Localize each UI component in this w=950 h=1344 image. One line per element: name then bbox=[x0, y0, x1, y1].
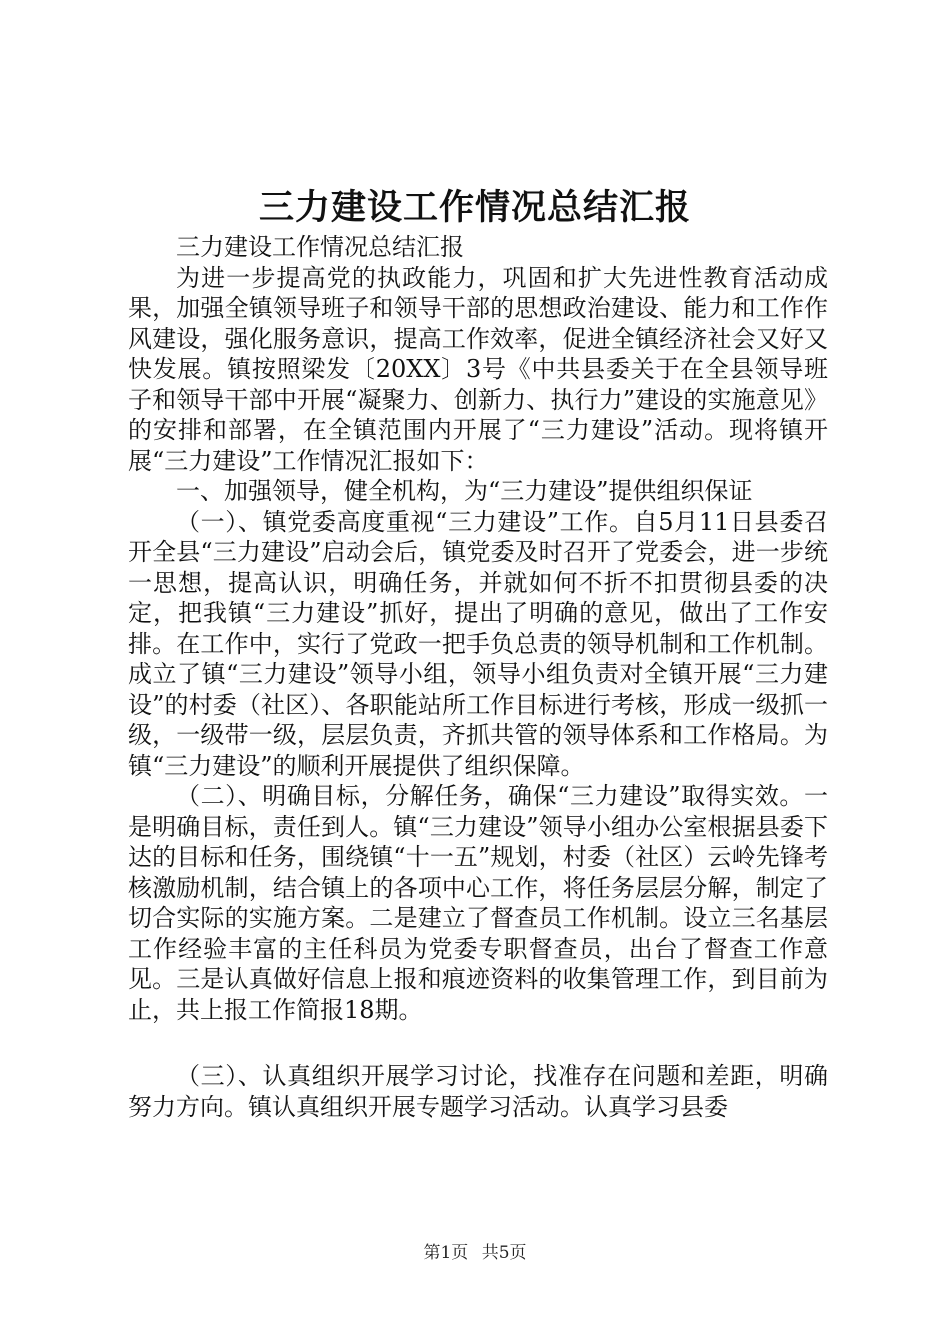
paragraph-item-1: （一）、镇党委高度重视“三力建设”工作。自5月11日县委召开全县“三力建设”启动会后，镇党委及时召开了党委会，进一步统一思想，提高认识，明确任务，并就如何不折不扣贯彻县委的决定，把我镇“三力建设”抓好，提出了明确的意见，做出了工作安排。在工作中，实行了党政一把手负总责的领导机制和工作机制。成立了镇“三力建设”领导小组，领导小组负责对全镇开展“三力建设”的村委（社区）、各职能站所工作目标进行考核，形成一级抓一级，一级带一级，层层负责，齐抓共管的领导体系和工作格局。为镇“三力建设”的顺利开展提供了组织保障。 bbox=[128, 507, 828, 780]
paragraph-item-2: （二）、明确目标，分解任务，确保“三力建设”取得实效。一是明确目标，责任到人。镇“三力建设”领导小组办公室根据县委下达的目标和任务，围绕镇“十一五”规划，村委（社区）云岭先锋考核激励机制，结合镇上的各项中心工作，将任务层层分解，制定了切合实际的实施方案。二是建立了督查员工作机制。设立三名基层工作经验丰富的主任科员为党委专职督查员，出台了督查工作意见。三是认真做好信息上报和痕迹资料的收集管理工作，到目前为止，共上报工作简报18期。 bbox=[128, 782, 828, 1024]
page-footer bbox=[0, 1241, 950, 1265]
page-number: 第1页 bbox=[423, 1243, 469, 1263]
paragraph-intro: 为进一步提高党的执政能力，巩固和扩大先进性教育活动成果，加强全镇领导班子和领导干部的思想政治建设、能力和工作作风建设，强化服务意识，提高工作效率，促进全镇经济社会又好又快发展。镇按照梁发〔20XX〕3号《中共县委关于在全县领导班子和领导干部中开展“凝聚力、创新力、执行力”建设的实施意见》的安排和部署，在全镇范围内开展了“三力建设”活动。现将镇开展“三力建设”工作情况汇报如下： bbox=[128, 263, 828, 475]
paragraph-item-3: （三）、认真组织开展学习讨论，找准存在问题和差距，明确努力方向。镇认真组织开展专题学习活动。认真学习县委 bbox=[128, 1062, 828, 1121]
paragraph-subtitle: 三力建设工作情况总结汇报 bbox=[176, 233, 464, 261]
section-heading-1: 一、加强领导，健全机构，为“三力建设”提供组织保证 bbox=[176, 477, 753, 505]
document-title: 三力建设工作情况总结汇报 bbox=[258, 187, 691, 228]
document-body bbox=[128, 232, 828, 1122]
page-total: 共5页 bbox=[481, 1243, 527, 1263]
